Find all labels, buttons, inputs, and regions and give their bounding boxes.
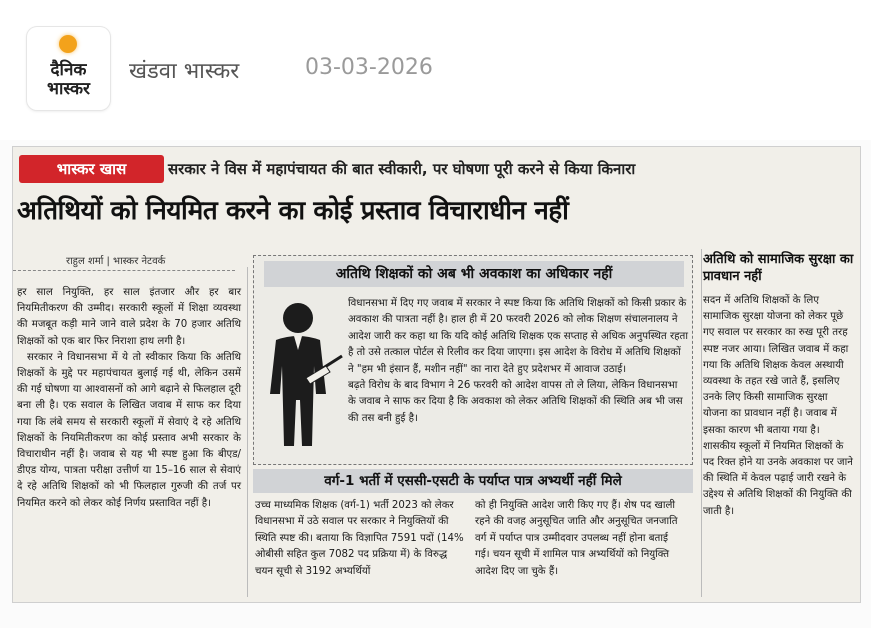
main-story-text (17, 285, 241, 512)
byline-divider (13, 270, 235, 271)
social-security-paragraph: सदन में अतिथि शिक्षकों के लिए सामाजिक सुरक्षा योजना को लेकर पूछे गए सवाल पर सरकार का रुख पूरी तरह स्पष्ट नजर आया। लिखित जवाब में कहा गया कि अतिथि शिक्षक केवल अस्थायी व्यवस्था के तहत रखे जाते हैं, इसलिए उनके लिए किसी सामाजिक सुरक्षा योजना का प्रावधान नहीं है। जवाब में इसका कारण भी बताया गया है। शासकीय स्कूलों में नियमित शिक्षकों के पद रिक्त होने या उनके अवकाश पर जाने की स्थिति में केवल पढ़ाई जारी रखने के उद्देश्य से अतिथि शिक्षकों की नियुक्ति की जाती है। (703, 295, 853, 517)
leave-rights-box (253, 255, 693, 465)
leave-paragraph: बढ़ते विरोध के बाद विभाग ने 26 फरवरी को आदेश वापस तो ले लिया, लेकिन विधानसभा के जवाब ने साफ कर दिया है कि अवकाश को लेकर अतिथि शिक्षकों की स्थिति अब भी जस की तस बनी हुई है। (348, 380, 683, 424)
column-divider (701, 249, 702, 597)
main-paragraph: सरकार ने विधानसभा में ये तो स्वीकार किया कि अतिथि शिक्षकों के मुद्दे पर महापंचायत बुलाई गई थी, लेकिन उसमें की गई घोषणा या आश्वासनों को आगे बढ़ाने से फिलहाल दूरी बना ली है। एक सवाल के लिखित जवाब में साफ कर दिया गया कि लंबे समय से सरकारी स्कूलों में सेवाएं दे रहे अतिथि शिक्षकों के नियमितीकरण का कोई प्रस्ताव अभी सरकार के विचाराधीन नहीं है। जवाब से यह भी स्पष्ट हुआ कि बीएड/डीएड योग्य, पात्रता परीक्षा उत्तीर्ण या 15–16 साल से सेवाएं दे रहे अतिथि शिक्षकों को भी फिलहाल गुरुजी की तर्ज पर नियमित करने को लेकर कोई निर्णय प्रस्तावित नहीं है। (17, 351, 241, 509)
recruitment-box (253, 469, 693, 597)
article-byline: राहुल शर्मा | भास्कर नेटवर्क (66, 256, 166, 267)
recruitment-box-title: वर्ग-1 भर्ती में एससी-एसटी के पर्याप्त पात्र अभ्यर्थी नहीं मिले (253, 469, 693, 493)
app-header (0, 0, 871, 140)
recruitment-text: उच्च माध्यमिक शिक्षक (वर्ग-1) भर्ती 2023 को लेकर विधानसभा में उठे सवाल पर सरकार ने नियुक्तियों की स्थिति स्पष्ट की। बताया कि विज्ञापित 7591 पदों (14% ओबीसी सहित कुल 7082 पद प्रक्रिया में) के विरुद्ध चयन सूची से 3192 अभ्यर्थियों (255, 500, 464, 577)
recruitment-column-1 (255, 498, 465, 580)
edition-name: खंडवा भास्कर (129, 59, 240, 84)
newspaper-clipping[interactable] (12, 146, 861, 603)
leave-rights-box-title: अतिथि शिक्षकों को अब भी अवकाश का अधिकार नहीं (264, 261, 684, 287)
article-headline: अतिथियों को नियमित करने का कोई प्रस्ताव विचाराधीन नहीं (17, 196, 569, 226)
column-divider (247, 267, 248, 597)
bhaskar-khas-tag: भास्कर खास (19, 155, 164, 183)
recruitment-column-2 (475, 498, 685, 580)
leave-rights-box-text (348, 296, 688, 427)
main-paragraph: हर साल नियुक्ति, हर साल इंतजार और हर बार नियमितीकरण की उम्मीद। सरकारी स्कूलों में शिक्षा व्यवस्था की मजबूत कड़ी माने जाने वाले प्रदेश के 70 हजार अतिथि शिक्षकों को एक बार फिर निराशा हाथ लगी है। (17, 287, 241, 347)
social-security-text (703, 293, 853, 520)
recruitment-text: को ही नियुक्ति आदेश जारी किए गए हैं। शेष पद खाली रहने की वजह अनुसूचित जाति और अनुसूचित जनजाति वर्ग में पर्याप्त पात्र उम्मीदवार उपलब्ध नहीं होना बताई गई। चयन सूची में शामिल पात्र अभ्यर्थियों को नियुक्ति आदेश दिए जा चुके हैं। (475, 500, 678, 577)
teacher-silhouette-icon (260, 296, 344, 456)
dainik-bhaskar-logo[interactable] (27, 27, 110, 110)
logo-text-line1: दैनिक (50, 60, 87, 80)
social-security-heading: अतिथि को सामाजिक सुरक्षा का प्रावधान नहीं (703, 252, 854, 284)
logo-text-line2: भास्कर (47, 79, 90, 99)
sun-logo-icon (59, 35, 77, 53)
leave-paragraph: विधानसभा में दिए गए जवाब में सरकार ने स्पष्ट किया कि अतिथि शिक्षकों को किसी प्रकार के अवकाश की पात्रता नहीं है। हाल ही में 20 फरवरी 2026 को लोक शिक्षण संचालनालय ने आदेश जारी कर कहा था कि यदि कोई अतिथि शिक्षक एक सप्ताह से अधिक अनुपस्थित रहता है तो उसे तत्काल पोर्टल से रिलीव कर दिया जाएगा। इस आदेश के विरोध में अतिथि शिक्षकों ने "हम भी इंसान हैं, मशीन नहीं" का नारा देते हुए प्रदेशभर में आवाज उठाई। (348, 298, 688, 375)
edition-date: 03-03-2026 (305, 55, 433, 80)
article-kicker: सरकार ने विस में महापंचायत की बात स्वीकारी, पर घोषणा पूरी करने से किया किनारा (168, 160, 636, 178)
